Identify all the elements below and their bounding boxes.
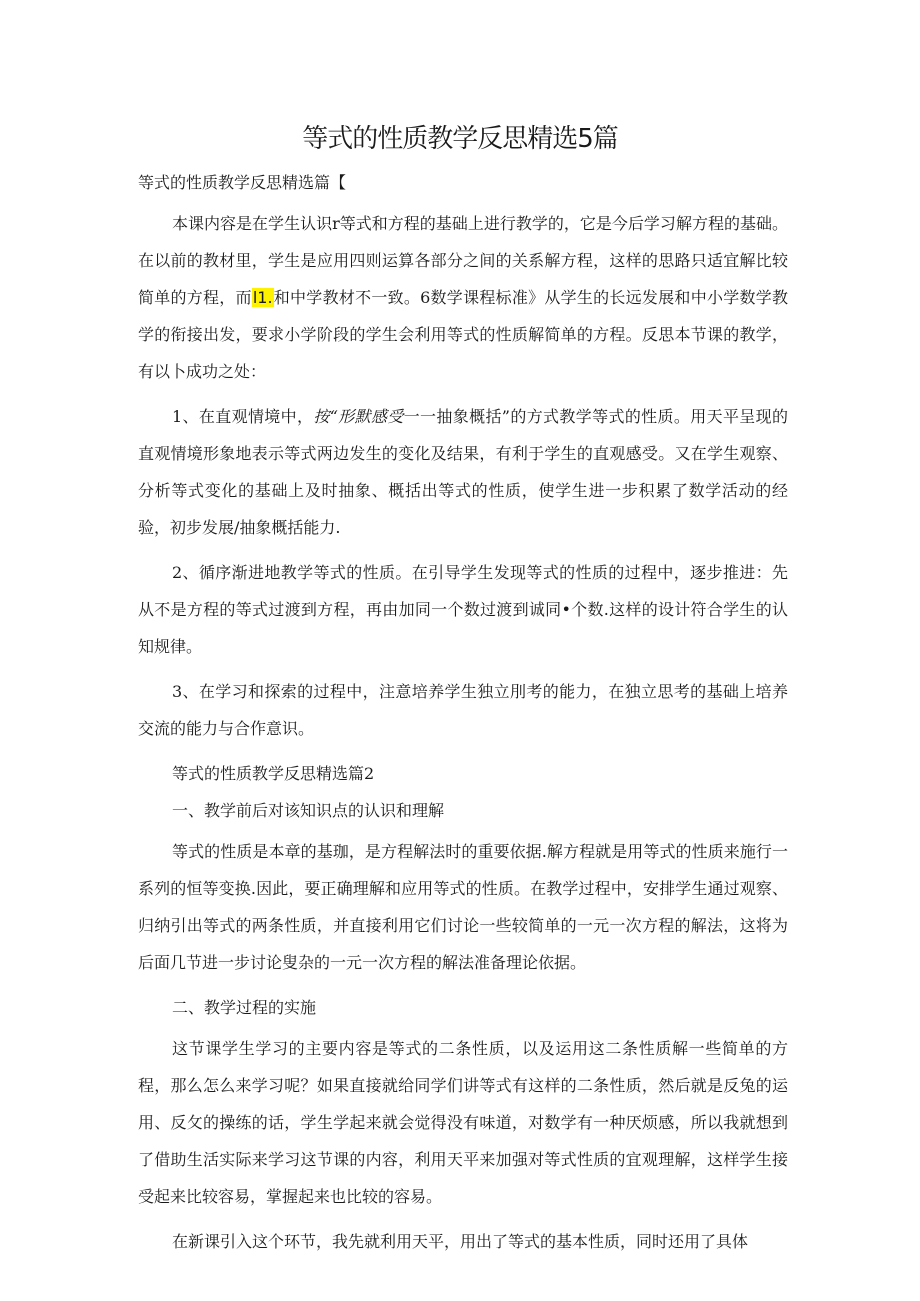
section-1-heading: 等式的性质教学反思精选篇【	[138, 173, 347, 192]
document-body	[138, 164, 788, 1268]
paragraph-2-text-a: 1、在直观情境中，	[172, 407, 314, 426]
section-2-heading: 等式的性质教学反思精选篇2	[172, 764, 375, 783]
paragraph-4: 3、在学习和探索的过程中，注意培养学生独立刖考的能力，在独立思考的基础上培养交流的能力与合作意识。	[138, 682, 788, 738]
paragraph-3: 2、循序渐进地教学等式的性质。在引导学生发现等式的性质的过程中，逐步推进：先从不是方程的等式过渡到方程，再由加同一个数过渡到诚同•个数.这样的设计符合学生的认知规律。	[138, 563, 788, 656]
paragraph-5: 等式的性质是本章的基珈，是方程解法时的重要依据.解方程就是用等式的性质来施行一系列的恒等变换.因此，要正确理解和应用等式的性质。在教学过程中，安排学生通过观察、归纳引出等式的两条性质，并直接利用它们讨论一些较简单的一元一次方程的解法，这将为后面几节进一步讨论叟杂的一元一次方程的解法准备理论依据。	[138, 842, 788, 972]
paragraph-2-italic: 按“形默感受	[313, 407, 404, 426]
paragraph-7: 在新课引入这个环节，我先就利用天平，用出了等式的基本性质，同时还用了具体	[172, 1232, 749, 1251]
document-title: 等式的性质教学反思精选5篇	[302, 124, 618, 154]
subsection-2-heading: 二、教学过程的实施	[172, 998, 317, 1017]
highlighted-text: l1.	[252, 288, 273, 307]
paragraph-2	[138, 398, 788, 546]
paragraph-6: 这节课学生学习的主要内容是等式的二条性质，以及运用这二条性质解一些简单的方程，那么怎么来学习呢？如果直接就给同学们讲等式有这样的二条性质，然后就是反兔的运用、反攵的操练的话，学生学起来就会觉得没有味道，对数学有一种厌烦感，所以我就想到了借助生活实际来学习这节课的内容，利用天平来加强对等式性质的宜观理解，这样学生接受起来比较容易，掌握起来也比较的容易。	[138, 1039, 788, 1206]
paragraph-1-text-a: 本课内容是在学生认识r等式和方程的基础上进行教学的，它是今后学习解方程的基础。在以前的教材里，学生是应用四则运算各部分之间的关系解方程，这样的思路只适宜解比较简单的方程，而	[138, 214, 788, 307]
paragraph-1	[138, 205, 788, 390]
subsection-1-heading: 一、教学前后对该知识点的认识和理解	[172, 801, 445, 820]
paragraph-2-text-b: 一一抽象概括”的方式教学等式的性质。用天平呈现的直观情境形象地表示等式两边发生的变化及结果，有利于学生的直观感受。又在学生观察、分析等式变化的基础上及时抽象、概括出等式的性质，使学生进一步积累了数学活动的经验，初步发展/抽象概括能力.	[138, 407, 789, 537]
paragraph-1-text-b: 和中学教材不一致。6数学课程标准》从学生的长远发展和中小学数学教学的衔接出发，要求小学阶段的学生会利用等式的性质解简单的方程。反思本节课的教学，有以卜成功之处：	[138, 288, 788, 381]
